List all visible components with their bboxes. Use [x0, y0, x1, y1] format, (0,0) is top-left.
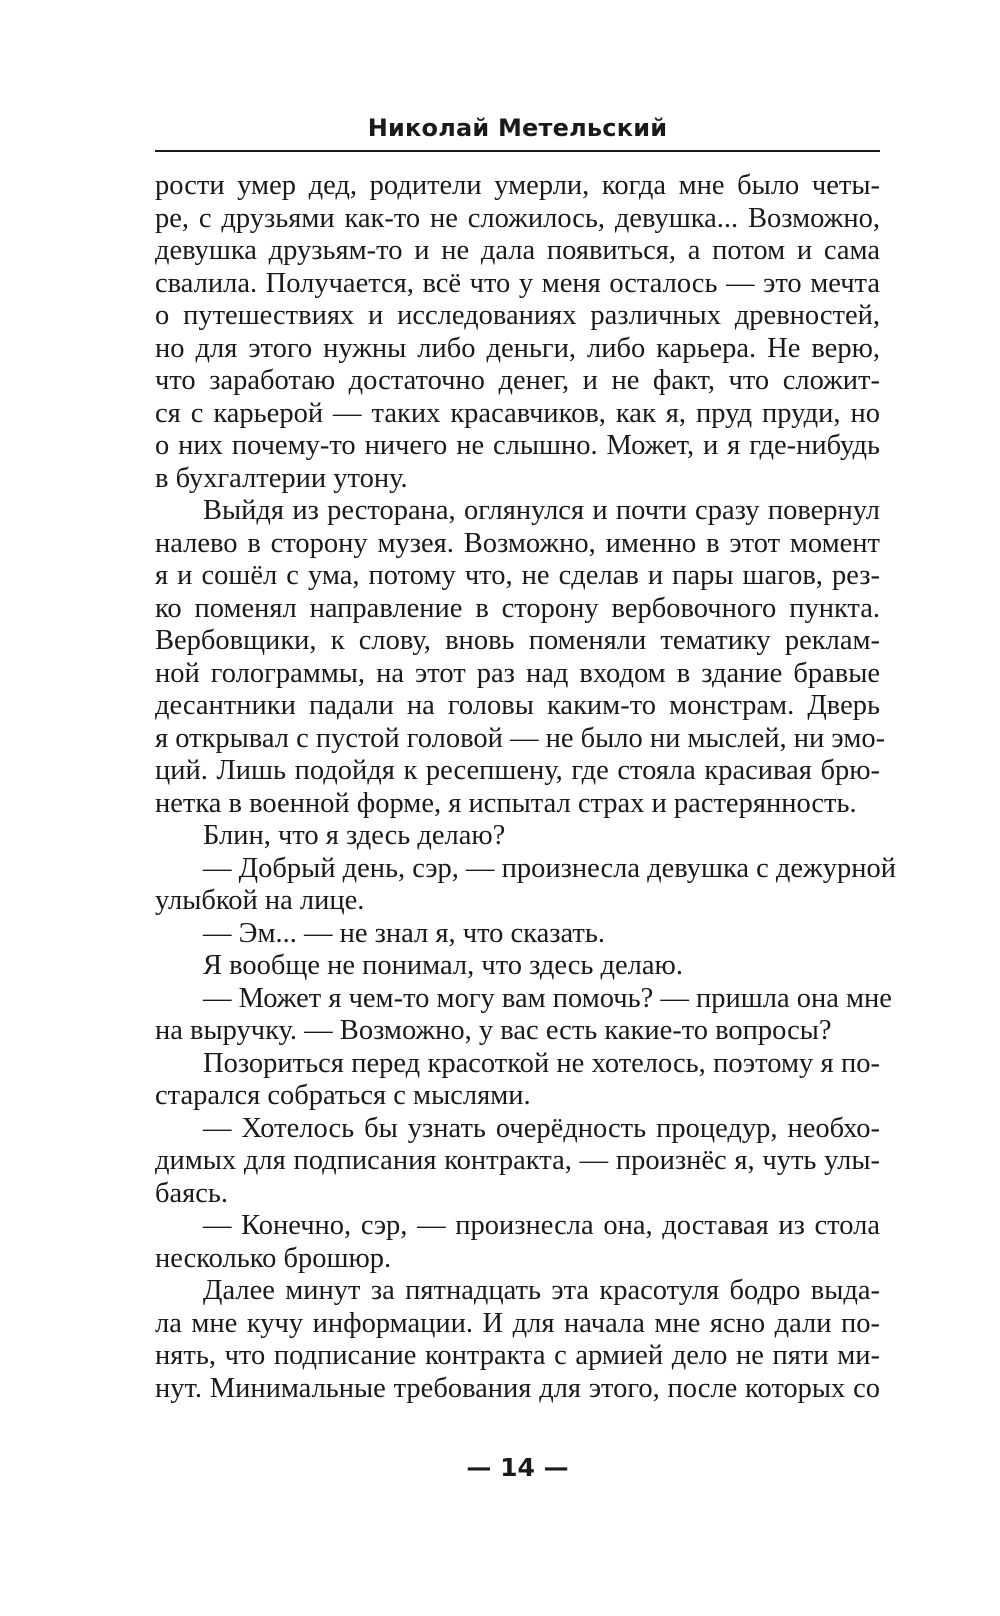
text-line: девушка друзьям-то и не дала появиться, а потом и сама [155, 235, 880, 266]
text-line: Далее минут за пятнадцать эта красотуля бодро выда- [203, 1275, 880, 1306]
text-line: старался собраться с мыслями. [155, 1080, 531, 1111]
text-line: Выйдя из ресторана, оглянулся и почти сразу повернул [203, 495, 880, 526]
text-line: на выручку. — Возможно, у вас есть какие-то вопросы? [155, 1015, 832, 1046]
text-line: в бухгалтерии утону. [155, 462, 408, 494]
text-line: димых для подписания контракта, — произнёс я, чуть улы- [155, 1145, 880, 1176]
text-line: свалила. Получается, всё что у меня осталось — это мечта [155, 267, 880, 299]
text-line: я открывал с пустой головой — не было ни мыслей, ни эмо- [155, 722, 886, 754]
text-line: но для этого нужны либо деньги, либо карьера. Не верю, [155, 332, 880, 364]
running-header-author: Николай Метельский [367, 114, 668, 142]
text-line: ла мне кучу информации. И для начала мне ясно дали по- [155, 1307, 880, 1339]
page-body-text [155, 170, 897, 1405]
text-line: ной голограммы, на этот раз над входом в здание бравые [155, 657, 880, 689]
text-line: налево в сторону музея. Возможно, именно в этот момент [155, 527, 880, 559]
text-line: ций. Лишь подойдя к ресепшену, где стояла красивая брю- [155, 755, 880, 786]
text-line: рости умер дед, родители умерли, когда мне было четы- [155, 170, 880, 201]
text-line: баясь. [155, 1177, 229, 1209]
header-rule [155, 150, 880, 152]
text-line: что заработаю достаточно денег, и не факт, что сложит- [155, 365, 880, 396]
text-line: о путешествиях и исследованиях различных древностей, [155, 300, 880, 331]
text-line: — Эм... — не знал я, что сказать. [203, 917, 605, 949]
text-line: ре, с друзьями как-то не сложилось, девушка... Возможно, [155, 202, 880, 234]
text-line: ся с карьерой — таких красавчиков, как я, пруд пруди, но [155, 397, 880, 429]
text-line: Блин, что я здесь делаю? [203, 820, 506, 851]
page-number: — 14 — [466, 1453, 569, 1482]
text-line: десантники падали на головы каким-то монстрам. Дверь [155, 690, 880, 721]
text-line: я и сошёл с ума, потому что, не сделав и пары шагов, рез- [155, 560, 880, 591]
text-line: — Может я чем-то могу вам помочь? — пришла она мне [203, 982, 892, 1014]
text-line: нетка в военной форме, я испытал страх и растерянность. [155, 787, 857, 819]
text-line: нут. Минимальные требования для этого, после которых со [155, 1372, 880, 1404]
text-line: — Хотелось бы узнать очерёдность процедур, необхо- [203, 1112, 880, 1144]
text-line: Позориться перед красоткой не хотелось, поэтому я по- [203, 1047, 880, 1079]
text-line: несколько брошюр. [155, 1242, 392, 1274]
text-line: ко поменял направление в сторону вербовочного пункта. [155, 592, 880, 624]
text-line: — Добрый день, сэр, — произнесла девушка с дежурной [203, 852, 897, 884]
text-line: Я вообще не понимал, что здесь делаю. [203, 950, 683, 981]
text-line: улыбкой на лице. [155, 885, 365, 916]
text-line: о них почему-то ничего не слышно. Может, и я где-нибудь [155, 430, 880, 461]
text-line: нять, что подписание контракта с армией дело не пяти ми- [155, 1340, 880, 1371]
text-line: — Конечно, сэр, — произнесла она, доставая из стола [203, 1210, 880, 1241]
text-line: Вербовщики, к слову, вновь поменяли тематику реклам- [155, 625, 880, 656]
